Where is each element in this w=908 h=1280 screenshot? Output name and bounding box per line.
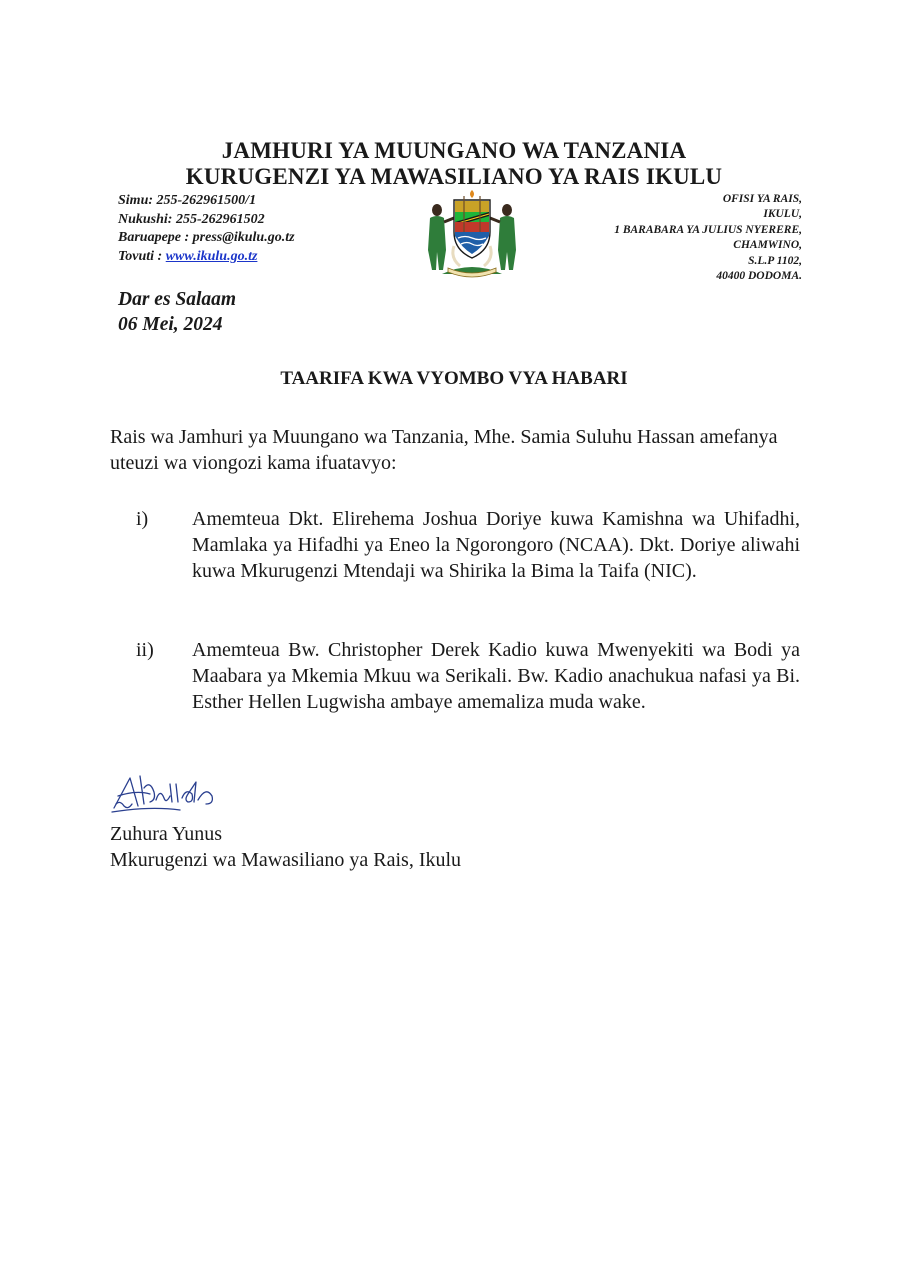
signatory-name: Zuhura Yunus [110, 823, 223, 845]
address-line: OFISI YA RAIS, [722, 193, 802, 205]
list-item [110, 506, 800, 584]
fax-line: Nukushi: 255-262961502 [118, 211, 265, 227]
list-item [110, 637, 800, 715]
date: 06 Mei, 2024 [118, 314, 223, 335]
website-link[interactable]: www.ikulu.go.tz [165, 248, 258, 264]
website-label: Tovuti : [118, 248, 166, 264]
place-date-block [118, 287, 236, 337]
signatory-title: Mkurugenzi wa Mawasiliano ya Rais, Ikulu [110, 849, 462, 871]
coat-of-arms-icon [420, 188, 524, 278]
website-line [118, 248, 295, 267]
address-line: 1 BARABARA YA JULIUS NYERERE, [614, 223, 802, 236]
signatory-block [110, 821, 461, 873]
phone-line: Simu: 255-262961500/1 [118, 193, 257, 208]
list-item-number: ii) [136, 639, 154, 661]
address-line: CHAMWINO, [733, 239, 802, 252]
place: Dar es Salaam [118, 289, 237, 310]
intro-paragraph: Rais wa Jamhuri ya Muungano wa Tanzania, Mhe. Samia Suluhu Hassan amefanya uteuzi wa viongozi kama ifuatavyo: [110, 426, 778, 474]
address-line: S.L.P 1102, [748, 254, 802, 267]
document-heading: TAARIFA KWA VYOMBO VYA HABARI [280, 368, 628, 389]
contact-block-right [614, 192, 802, 284]
header-title-line1: JAMHURI YA MUUNGANO WA TANZANIA [221, 138, 687, 163]
header-title-line2: KURUGENZI YA MAWASILIANO YA RAIS IKULU [185, 164, 723, 189]
address-line: 40400 DODOMA. [716, 270, 802, 283]
address-line: IKULU, [763, 208, 802, 221]
contact-block-left [118, 192, 295, 266]
list-item-text: Amemteua Dkt. Elirehema Joshua Doriye kuwa Kamishna wa Uhifadhi, Mamlaka ya Hifadhi ya Eneo la Ngorongoro (NCAA). Dkt. Doriye aliwahi kuwa Mkurugenzi Mtendaji wa Shirika la Bima la Taifa (NIC). [192, 508, 800, 582]
email-line: Baruapepe : press@ikulu.go.tz [118, 230, 295, 245]
list-item-number: i) [136, 508, 149, 530]
signature-image [110, 770, 222, 816]
list-item-text: Amemteua Bw. Christopher Derek Kadio kuwa Mwenyekiti wa Bodi ya Maabara ya Mkemia Mkuu wa Serikali. Bw. Kadio anachukua nafasi ya Bi. Esther Hellen Lugwisha ambaye amemaliza muda wake. [192, 639, 800, 713]
